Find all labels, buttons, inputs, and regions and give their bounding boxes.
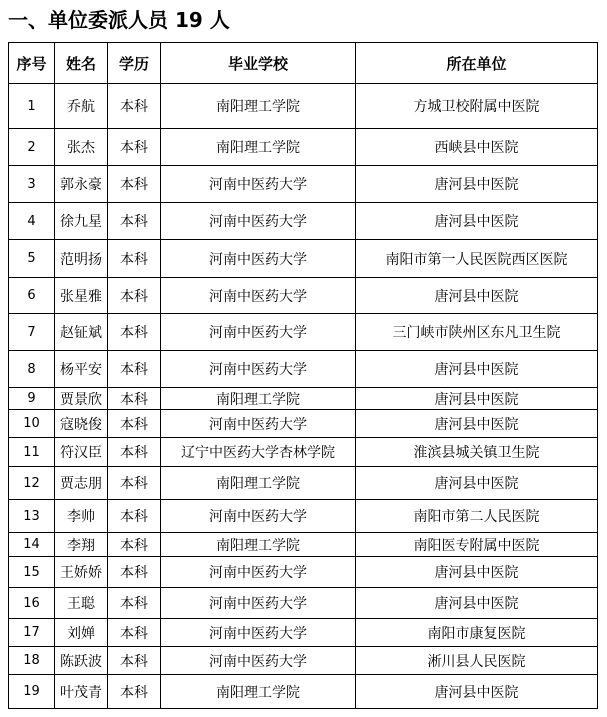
cell-unit: 三门峡市陕州区东凡卫生院	[356, 314, 598, 351]
cell-school: 辽宁中医药大学杏林学院	[161, 438, 356, 467]
cell-no: 3	[9, 166, 55, 203]
cell-unit: 南阳市康复医院	[356, 619, 598, 647]
cell-name: 贾志朋	[55, 467, 108, 500]
table-row	[9, 500, 598, 533]
cell-unit: 唐河县中医院	[356, 557, 598, 588]
cell-unit: 西峡县中医院	[356, 129, 598, 166]
cell-unit: 南阳市第二人民医院	[356, 500, 598, 533]
cell-unit: 淅川县人民医院	[356, 647, 598, 675]
cell-unit: 唐河县中医院	[356, 410, 598, 438]
cell-name: 范明扬	[55, 240, 108, 278]
header-education: 学历	[108, 43, 161, 84]
table-row	[9, 619, 598, 647]
cell-school: 河南中医药大学	[161, 619, 356, 647]
cell-education: 本科	[108, 557, 161, 588]
cell-no: 1	[9, 84, 55, 129]
cell-no: 8	[9, 351, 55, 388]
cell-unit: 唐河县中医院	[356, 588, 598, 619]
cell-unit: 唐河县中医院	[356, 278, 598, 314]
cell-school: 南阳理工学院	[161, 129, 356, 166]
table-row	[9, 675, 598, 709]
table-row	[9, 129, 598, 166]
table-header-row	[9, 43, 598, 84]
table-row	[9, 314, 598, 351]
cell-unit: 唐河县中医院	[356, 351, 598, 388]
cell-no: 2	[9, 129, 55, 166]
cell-no: 9	[9, 388, 55, 410]
cell-school: 南阳理工学院	[161, 467, 356, 500]
cell-name: 王聪	[55, 588, 108, 619]
table-row	[9, 647, 598, 675]
cell-name: 刘婵	[55, 619, 108, 647]
cell-name: 贾景欣	[55, 388, 108, 410]
table-row	[9, 240, 598, 278]
cell-no: 7	[9, 314, 55, 351]
cell-name: 李翔	[55, 533, 108, 557]
cell-school: 河南中医药大学	[161, 588, 356, 619]
header-name: 姓名	[55, 43, 108, 84]
cell-no: 4	[9, 203, 55, 240]
table-row	[9, 438, 598, 467]
cell-unit: 淮滨县城关镇卫生院	[356, 438, 598, 467]
cell-unit: 唐河县中医院	[356, 467, 598, 500]
cell-education: 本科	[108, 675, 161, 709]
cell-no: 18	[9, 647, 55, 675]
cell-unit: 唐河县中医院	[356, 166, 598, 203]
cell-unit: 南阳市第一人民医院西区医院	[356, 240, 598, 278]
cell-no: 17	[9, 619, 55, 647]
cell-education: 本科	[108, 84, 161, 129]
cell-no: 15	[9, 557, 55, 588]
table-row	[9, 467, 598, 500]
personnel-table	[8, 42, 598, 709]
table-row	[9, 166, 598, 203]
cell-no: 19	[9, 675, 55, 709]
table-row	[9, 533, 598, 557]
cell-school: 河南中医药大学	[161, 351, 356, 388]
table-row	[9, 388, 598, 410]
cell-school: 南阳理工学院	[161, 533, 356, 557]
section-heading: 一、单位委派人员 19 人	[8, 8, 230, 32]
cell-school: 河南中医药大学	[161, 240, 356, 278]
cell-school: 河南中医药大学	[161, 166, 356, 203]
cell-no: 10	[9, 410, 55, 438]
cell-no: 6	[9, 278, 55, 314]
cell-name: 王娇娇	[55, 557, 108, 588]
cell-education: 本科	[108, 533, 161, 557]
table-row	[9, 410, 598, 438]
table-row	[9, 351, 598, 388]
cell-no: 5	[9, 240, 55, 278]
cell-name: 符汉臣	[55, 438, 108, 467]
cell-unit: 唐河县中医院	[356, 388, 598, 410]
cell-name: 陈跃波	[55, 647, 108, 675]
cell-unit: 唐河县中医院	[356, 203, 598, 240]
cell-education: 本科	[108, 166, 161, 203]
cell-school: 河南中医药大学	[161, 647, 356, 675]
cell-education: 本科	[108, 314, 161, 351]
cell-school: 南阳理工学院	[161, 84, 356, 129]
cell-name: 赵钲斌	[55, 314, 108, 351]
cell-name: 叶茂青	[55, 675, 108, 709]
table-row	[9, 588, 598, 619]
cell-unit: 唐河县中医院	[356, 675, 598, 709]
cell-school: 河南中医药大学	[161, 500, 356, 533]
table-row	[9, 84, 598, 129]
cell-school: 河南中医药大学	[161, 410, 356, 438]
cell-education: 本科	[108, 388, 161, 410]
cell-education: 本科	[108, 129, 161, 166]
cell-name: 张星雅	[55, 278, 108, 314]
cell-school: 河南中医药大学	[161, 557, 356, 588]
cell-school: 河南中医药大学	[161, 278, 356, 314]
cell-name: 杨平安	[55, 351, 108, 388]
cell-education: 本科	[108, 588, 161, 619]
cell-school: 南阳理工学院	[161, 675, 356, 709]
header-school: 毕业学校	[161, 43, 356, 84]
cell-no: 16	[9, 588, 55, 619]
cell-education: 本科	[108, 438, 161, 467]
cell-education: 本科	[108, 500, 161, 533]
header-no: 序号	[9, 43, 55, 84]
cell-no: 12	[9, 467, 55, 500]
cell-education: 本科	[108, 647, 161, 675]
cell-unit: 方城卫校附属中医院	[356, 84, 598, 129]
cell-no: 13	[9, 500, 55, 533]
cell-name: 寇晓俊	[55, 410, 108, 438]
header-unit: 所在单位	[356, 43, 598, 84]
cell-name: 李帅	[55, 500, 108, 533]
table-row	[9, 278, 598, 314]
table-row	[9, 203, 598, 240]
cell-name: 徐九星	[55, 203, 108, 240]
cell-school: 河南中医药大学	[161, 314, 356, 351]
cell-name: 乔航	[55, 84, 108, 129]
cell-no: 11	[9, 438, 55, 467]
cell-education: 本科	[108, 619, 161, 647]
cell-education: 本科	[108, 467, 161, 500]
cell-school: 南阳理工学院	[161, 388, 356, 410]
table-row	[9, 557, 598, 588]
cell-education: 本科	[108, 410, 161, 438]
cell-education: 本科	[108, 278, 161, 314]
cell-name: 郭永豪	[55, 166, 108, 203]
cell-name: 张杰	[55, 129, 108, 166]
cell-unit: 南阳医专附属中医院	[356, 533, 598, 557]
cell-education: 本科	[108, 203, 161, 240]
cell-education: 本科	[108, 240, 161, 278]
cell-no: 14	[9, 533, 55, 557]
cell-education: 本科	[108, 351, 161, 388]
cell-school: 河南中医药大学	[161, 203, 356, 240]
